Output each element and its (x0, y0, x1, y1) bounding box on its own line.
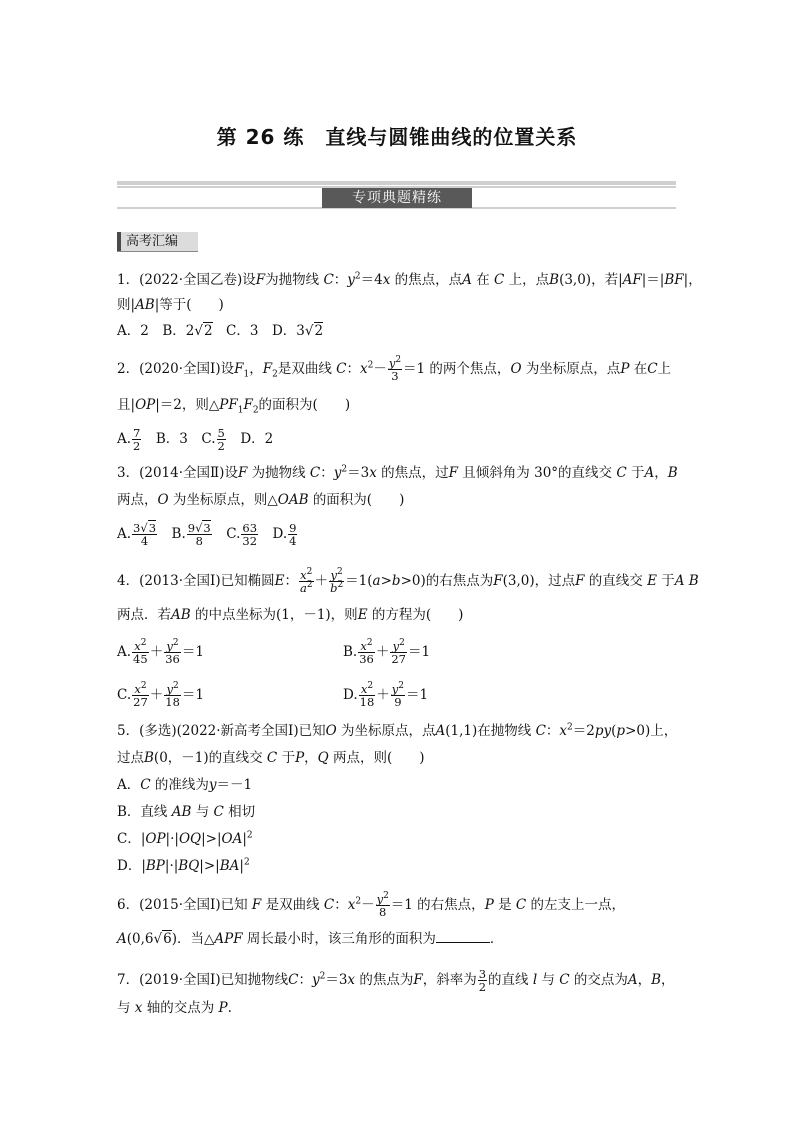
question-1-line-1: 1．(2022·全国乙卷)设F为抛物线 C：$y^2=4x$ 的焦点，点A 在 C 上，点B(3,0)，若|AF|＝|BF|， (117, 271, 702, 288)
banner-rule (117, 181, 676, 185)
question-5-option-c: C．$|OP|\cdot|OQ|>|OA|^2$ (117, 830, 253, 847)
question-6-line-1: 6．(2015·全国Ⅰ)已知 F 是双曲线 C：$x^2-$ $\frac{y^2}{8}$ ＝1 的右焦点，P 是 C 的左支上一点， (117, 891, 625, 919)
question-5-option-d: D．$|BP|\cdot|BQ|>|BA|^2$ (117, 857, 250, 874)
question-5-line-2: 过点B(0，－1)的直线交 C 于P，Q 两点，则( ) (117, 750, 425, 766)
question-5-option-b: B．直线 AB 与 C 相切 (117, 804, 256, 820)
question-2-line-2: 且|OP|＝2，则$\triangle PF_1F_2$的面积为( ) (117, 397, 351, 416)
page-title: 第 26 练 直线与圆锥曲线的位置关系 (216, 125, 578, 149)
question-5-line-1: 5．(多选)(2022·新高考全国Ⅰ)已知O 为坐标原点，点A(1,1)在抛物线 C：$x^2=2py(p>0)$上， (117, 722, 678, 739)
question-4-line-2: 两点．若AB 的中点坐标为(1，－1)，则E 的方程为( ) (117, 607, 464, 623)
banner-label: 专项典题精练 (322, 188, 472, 208)
question-4-option-b: B. $\frac{x^2}{36}$ ＋ $\frac{y^2}{27}$ ＝1 (343, 638, 431, 666)
section-banner (117, 181, 676, 213)
question-3-line-1: 3．(2014·全国Ⅱ)设F 为抛物线 C：$y^2=3x$ 的焦点，过F 且倾斜角为 30°的直线交 C 于A，B (117, 464, 678, 481)
question-3-options: A. $\frac{3√3}{4}$ B. $\frac{9√3}{8}$ C. $\frac{63}{32}$ D. $\frac{9}{4}$ (117, 521, 297, 548)
question-7-line-1: 7．(2019·全国Ⅰ)已知抛物线C：$y^2=3x$ 的焦点为F，斜率为 $\frac{3}{2}$ 的直线 l 与 C 的交点为A，B， (117, 967, 675, 994)
section-tag-rule (117, 251, 198, 252)
answer-blank[interactable] (436, 928, 490, 943)
question-4-option-c: C. $\frac{x^2}{27}$ ＋ $\frac{y^2}{18}$ ＝1 (117, 681, 205, 709)
question-2-line-1: 2．(2020·全国Ⅰ)设$F_1$，$F_2$是双曲线 C：$x^2-$ $\frac{y^2}{3}$ ＝1 的两个焦点，O 为坐标原点，点P 在C上 (117, 355, 672, 383)
question-4-option-d: D. $\frac{x^2}{18}$ ＋ $\frac{y^2}{9}$ ＝1 (343, 681, 429, 709)
question-3-line-2: 两点，O 为坐标原点，则△OAB 的面积为( ) (117, 492, 405, 508)
question-7-line-2: 与 x 轴的交点为 P. (117, 1000, 232, 1016)
question-4-option-a: A. $\frac{x^2}{45}$ ＋ $\frac{y^2}{36}$ ＝1 (117, 638, 204, 666)
question-1-options: A．2 B．2√2 C．3 D．3√2 (117, 323, 324, 339)
question-2-options: A. $\frac{7}{2}$ B．3 C. $\frac{5}{2}$ D．2 (117, 426, 274, 453)
question-1-line-2: 则|AB|等于( ) (117, 297, 224, 313)
question-4-line-1: 4．(2013·全国Ⅰ)已知椭圆E： $\frac{x^2}{a^2}$ ＋ $\frac{y^2}{b^2}$ ＝1(a>b>0)的右焦点为F(3,0)，过点F 的直线交 E 于A B (117, 567, 699, 595)
section-tag: 高考汇编 (117, 232, 198, 251)
question-6-line-2: A(0,6√6)．当△APF 周长最小时，该三角形的面积为 ． (117, 928, 682, 949)
question-5-option-a: A．C 的准线为y＝－1 (117, 777, 253, 793)
